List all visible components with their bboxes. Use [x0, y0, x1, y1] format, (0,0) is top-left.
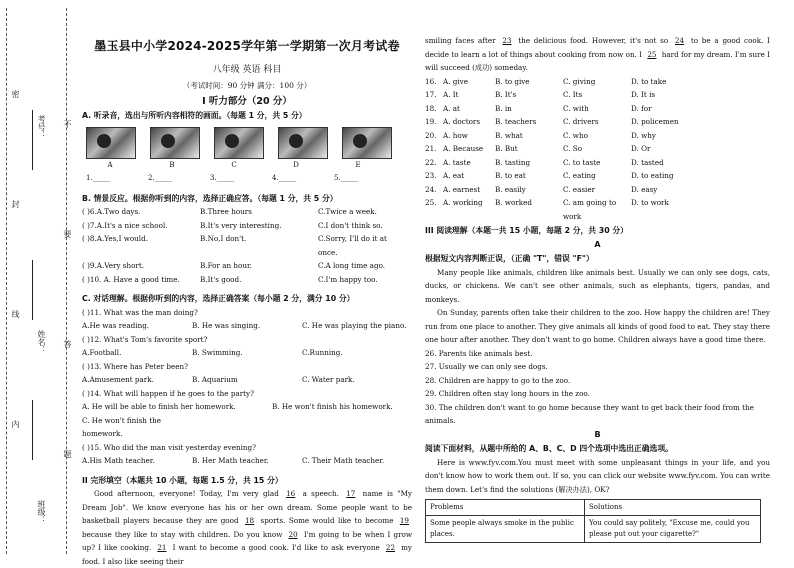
question-row — [82, 273, 412, 287]
table-cell-problem: Some people always smoke in the public places. — [426, 516, 585, 543]
cloze-option[interactable]: A. taste — [443, 157, 471, 167]
cloze-option-row — [425, 129, 770, 143]
cloze-passage-continued: smiling faces after 23 the delicious food. However, it's not so 24 to be a good cook. I decide to learn a lot of things about cooking from now on. I 25 hard for my dream. I'm sure I will succeed (成功) someday. — [425, 36, 770, 72]
listening-picture-c — [214, 127, 264, 159]
cloze-option[interactable]: A. working — [443, 198, 483, 207]
cloze-blank-20[interactable]: 20 — [288, 529, 298, 539]
problems-solutions-table — [425, 499, 761, 543]
true-false-item: 28. Children are happy to go to the zoo. — [425, 375, 571, 385]
option-row — [82, 319, 412, 333]
question-text: ( )11. What was the man doing? — [82, 307, 198, 317]
answer-option[interactable]: A.Football. — [82, 348, 122, 357]
label-line-3 — [32, 400, 33, 460]
cloze-option[interactable]: B. in — [495, 103, 512, 113]
option-c[interactable]: C.I don't think so. — [318, 220, 383, 230]
question-text: ( )12. What's Tom's favorite sport? — [82, 334, 208, 344]
section-a-heading: A. 听录音，选出与所听内容相符的画面。（每题 1 分，共 5 分） — [82, 111, 307, 120]
binding-margin — [0, 0, 78, 562]
cloze-option[interactable]: D. Or — [631, 144, 651, 153]
table-row — [426, 516, 761, 543]
question-number: 23. — [425, 171, 437, 180]
label-line-2 — [32, 260, 33, 320]
cloze-option[interactable]: B. what — [495, 130, 523, 140]
cloze-option[interactable]: B. It's — [495, 90, 517, 99]
pic-label: B — [169, 160, 175, 169]
cloze-option[interactable]: C. am going to work — [563, 198, 617, 221]
picture-labels — [86, 159, 412, 173]
cloze-option[interactable]: C. giving — [563, 76, 596, 86]
cloze-option[interactable]: A. doctors — [443, 117, 481, 126]
listening-picture-a — [86, 127, 136, 159]
cloze-option[interactable]: D. easy — [631, 184, 658, 194]
cloze-blank-18[interactable]: 18 — [244, 516, 255, 525]
question-row — [82, 219, 412, 233]
cloze-option[interactable]: A. at — [443, 103, 460, 113]
cloze-option[interactable]: A. It — [443, 90, 459, 99]
picture-row — [86, 127, 412, 159]
question-text: ( )13. Where has Peter been? — [82, 361, 188, 371]
question-number: 19. — [425, 117, 437, 126]
pic-label: A — [107, 160, 113, 169]
cloze-option[interactable]: B. worked — [495, 198, 532, 207]
cloze-option[interactable]: D. to take — [631, 76, 667, 86]
cloze-blank-22[interactable]: 22 — [385, 543, 396, 552]
question-number: 25. — [425, 198, 437, 207]
table-header-solutions: Solutions — [585, 500, 761, 516]
cloze-option[interactable]: A. how — [443, 130, 468, 140]
question-number: 17. — [425, 90, 437, 99]
cloze-option[interactable]: C. eating — [563, 171, 596, 180]
answer-option[interactable]: C. Their Math teacher. — [302, 456, 385, 465]
cloze-option[interactable]: A. eat — [443, 171, 465, 180]
cloze-blank-17[interactable]: 17 — [346, 489, 356, 498]
reading-b-paragraph: Here is www.fyv.com.You must meet with some unpleasant things in your life, and you don't know how to work them out. If so, you can click our website www.fyv.com. You can write them down. Let's find the solutions (解决办法), OK? — [425, 457, 770, 494]
cloze-option[interactable]: D. to work — [631, 198, 669, 207]
seal-char: 题 — [63, 450, 72, 458]
seal-char: 不 — [63, 120, 72, 128]
option-row — [82, 454, 412, 468]
cloze-option[interactable]: D. tasted — [631, 157, 664, 167]
cloze-option[interactable]: D. to eating — [631, 171, 674, 180]
pic-label: C — [231, 160, 237, 169]
cloze-blank-23[interactable]: 23 — [502, 36, 512, 45]
listening-picture-e — [342, 127, 392, 159]
true-false-item: 27. Usually we can only see dogs. — [425, 362, 548, 371]
option-b[interactable]: B.Three hours — [200, 207, 252, 216]
cloze-option[interactable]: B. to give — [495, 76, 530, 86]
cloze-heading: II 完形填空（本题共 10 小题，每题 1.5 分，共 15 分） — [82, 475, 283, 485]
answer-option[interactable]: A.His Math teacher. — [82, 456, 155, 465]
reading-a-instructions: 根据短文内容判断正误，（正确 "T"，错误 "F"） — [425, 254, 594, 263]
table-cell-solution: You could say politely, "Excuse me, could you please put out your cigarette?" — [585, 516, 761, 543]
cloze-option[interactable]: B. to eat — [495, 171, 526, 180]
option-b[interactable]: B.No,I don't. — [200, 234, 247, 243]
question-row — [82, 259, 412, 273]
answer-option[interactable]: B. Swimming. — [192, 348, 243, 357]
cloze-blank-16[interactable]: 16 — [286, 489, 296, 498]
answer-option[interactable]: A.Amusement park. — [82, 375, 154, 384]
answer-option[interactable]: B. He was singing. — [192, 321, 261, 330]
section-b-questions — [82, 205, 412, 286]
table-header-problems: Problems — [426, 500, 585, 516]
reading-a-label: A — [594, 239, 601, 249]
question-number: 22. — [425, 157, 437, 167]
cloze-option-row — [425, 102, 770, 116]
section-c-heading: C. 对话理解。根据你听到的内容，选择正确答案（每小题 2 分，满分 10 分） — [82, 294, 355, 303]
answer-blank[interactable]: 5._____ — [334, 174, 359, 182]
answer-blank[interactable]: 2._____ — [148, 174, 173, 182]
cloze-option[interactable]: A. earnest — [443, 184, 481, 194]
name-label: 姓名： — [37, 330, 46, 354]
question-number: 21. — [425, 144, 437, 153]
question-number: 18. — [425, 103, 437, 113]
class-label: 班级： — [37, 500, 46, 524]
cloze-options — [425, 75, 770, 224]
option-b[interactable]: B.It's very interesting. — [200, 220, 282, 230]
exam-title: 墨玉县中小学2024-2025学年第一学期第一次月考试卷 — [94, 39, 400, 53]
true-false-item: 30. The children don't want to go home because they want to get back their food from the animals. — [425, 402, 754, 425]
cloze-option[interactable]: B. But — [495, 144, 518, 153]
true-false-item: 29. Children often stay long hours in the zoo. — [425, 389, 590, 398]
pic-label: E — [355, 160, 361, 169]
cloze-option-row — [425, 169, 770, 183]
option-c[interactable]: C.Sorry, I'll do it at once. — [318, 234, 387, 257]
left-column — [82, 0, 412, 568]
answer-option[interactable]: B. Aquarium — [192, 375, 238, 384]
answer-option[interactable]: B. Her Math teacher. — [192, 456, 269, 465]
cloze-option[interactable]: D. It is — [631, 90, 656, 99]
reading-b-label: B — [594, 429, 601, 439]
seal-char: 要 — [63, 230, 72, 238]
question-row — [82, 205, 412, 219]
cloze-option-row — [425, 88, 770, 102]
question-number: 20. — [425, 130, 437, 140]
answer-blank[interactable]: 4._____ — [272, 174, 297, 182]
option-a[interactable]: ( )9.A.Very short. — [82, 261, 145, 270]
option-a[interactable]: ( )6.A.Two days. — [82, 207, 141, 216]
reading-b-instructions: 阅读下面材料，从题中所给的 A、B、C、D 四个选项中选出正确选项。 — [425, 444, 673, 453]
cloze-option[interactable]: C. drivers — [563, 117, 599, 126]
exam-info: （考试时间：90 分钟 满分：100 分） — [182, 81, 312, 90]
listening-picture-b — [150, 127, 200, 159]
exam-subtitle: 八年级 英语 科目 — [212, 64, 282, 75]
cloze-option[interactable]: B. teachers — [495, 117, 537, 126]
cloze-option-row — [425, 196, 770, 223]
question-number: 16. — [425, 76, 437, 86]
cloze-option[interactable]: C. So — [563, 144, 583, 153]
question-text: ( )15. Who did the man visit yesterday evening? — [82, 442, 257, 452]
option-b[interactable]: B.It's good. — [200, 274, 242, 284]
answer-blank[interactable]: 3._____ — [210, 174, 235, 182]
cloze-option-row — [425, 183, 770, 197]
answer-option[interactable]: C. He was playing the piano. — [302, 321, 407, 330]
answer-option[interactable]: C. Water park. — [302, 375, 355, 384]
fold-line-outer — [6, 8, 7, 554]
right-column — [425, 34, 770, 543]
option-c[interactable]: C.I'm happy too. — [318, 274, 378, 284]
cloze-blank-21[interactable]: 21 — [157, 543, 167, 552]
answer-option[interactable]: C.Running. — [302, 348, 343, 357]
option-row — [82, 414, 412, 441]
cloze-option[interactable]: C. Its — [563, 90, 583, 99]
option-row — [82, 373, 412, 387]
fold-line-inner — [66, 8, 67, 554]
answer-option[interactable]: C. He won't finish the homework. — [82, 415, 161, 438]
cloze-option[interactable]: D. why — [631, 130, 656, 140]
option-row — [82, 346, 412, 360]
pic-label: D — [293, 160, 299, 169]
option-row — [82, 400, 412, 414]
reading-heading: III 阅读理解（本题一共 15 小题，每题 2 分，共 30 分） — [425, 226, 628, 235]
cloze-option[interactable]: D. for — [631, 103, 652, 113]
true-false-item: 26. Parents like animals best. — [425, 348, 533, 358]
cloze-option[interactable]: A. give — [443, 76, 468, 86]
cloze-option-row — [425, 115, 770, 129]
option-b[interactable]: B.For an hour. — [200, 261, 252, 270]
option-c[interactable]: C.A long time ago. — [318, 261, 386, 270]
cloze-option-row — [425, 75, 770, 89]
answer-blanks — [86, 172, 412, 186]
option-a[interactable]: ( )10. A. Have a good time. — [82, 274, 180, 284]
cloze-option-row — [425, 142, 770, 156]
cloze-option-row — [425, 156, 770, 170]
question-text: ( )14. What will happen if he goes to the party? — [82, 388, 254, 398]
answer-option[interactable]: B. He won't finish his homework. — [272, 402, 393, 411]
listening-picture-d — [278, 127, 328, 159]
cloze-blank-19[interactable]: 19 — [399, 516, 409, 525]
cloze-option[interactable]: B. easily — [495, 184, 526, 194]
seal-char: 答 — [63, 340, 72, 348]
cloze-option[interactable]: C. who — [563, 130, 588, 140]
cloze-blank-25[interactable]: 25 — [647, 49, 657, 59]
section-b-heading: B. 情景反应。根据你听到的内容，选择正确应答。（每题 1 分，共 5 分） — [82, 193, 338, 203]
option-a[interactable]: ( )8.A.Yes,I would. — [82, 234, 148, 243]
seal-char: 密 — [11, 90, 20, 98]
cloze-option[interactable]: C. easier — [563, 184, 596, 194]
answer-option[interactable]: A. He will be able to finish her homework. — [82, 402, 236, 411]
cloze-passage: Good afternoon, everyone! Today, I'm very glad 16 a speech. 17 name is "My Dream Job". We know everyone has his or her own dream. Some people want to be basketball players because they are good 18 sports. Some would like to become 19 because they like to stay with children. Do you know 20 I'm going to be when I grow up? I like cooking. 21 I want to become a good cook. I'd like to ask everyone 22 my food. I also like seeing their — [82, 489, 412, 566]
answer-option[interactable]: A.He was reading. — [82, 321, 150, 330]
part-listening-heading: I 听力部分（20 分） — [202, 95, 292, 107]
cloze-option[interactable]: B. tasting — [495, 157, 531, 167]
reading-a-paragraph-2: On Sunday, parents often take their children to the zoo. How happy the children are! They run from one place to another. They give animals all kinds of good food to eat. They stay there one hour after another. They don't want to go home. Children always have a good time there. — [425, 308, 770, 344]
seal-char: 线 — [11, 310, 20, 318]
seal-char: 内 — [11, 420, 20, 428]
cloze-blank-24[interactable]: 24 — [674, 36, 685, 45]
cloze-option[interactable]: C. with — [563, 103, 589, 113]
cloze-option[interactable]: C. to taste — [563, 157, 601, 167]
reading-a-paragraph-1: Many people like animals, children like animals best. Usually we can only see dogs, cats, ducks, or chickens. We can't see other animals, such as elephants, tigers, pandas, and monkeys. — [425, 267, 770, 304]
option-a[interactable]: ( )7.A.It's a nice school. — [82, 220, 168, 230]
reading-a-items — [425, 347, 770, 428]
id-label: 考号： — [37, 115, 46, 139]
cloze-option[interactable]: D. policemen — [631, 117, 679, 126]
question-number: 24. — [425, 184, 437, 194]
option-c[interactable]: C.Twice a week. — [318, 207, 377, 216]
seal-char: 封 — [11, 200, 20, 208]
question-row — [82, 232, 412, 259]
cloze-option[interactable]: A. Because — [443, 144, 484, 153]
label-line-1 — [32, 110, 33, 170]
section-c-questions — [82, 306, 412, 468]
answer-blank[interactable]: 1._____ — [86, 174, 111, 182]
